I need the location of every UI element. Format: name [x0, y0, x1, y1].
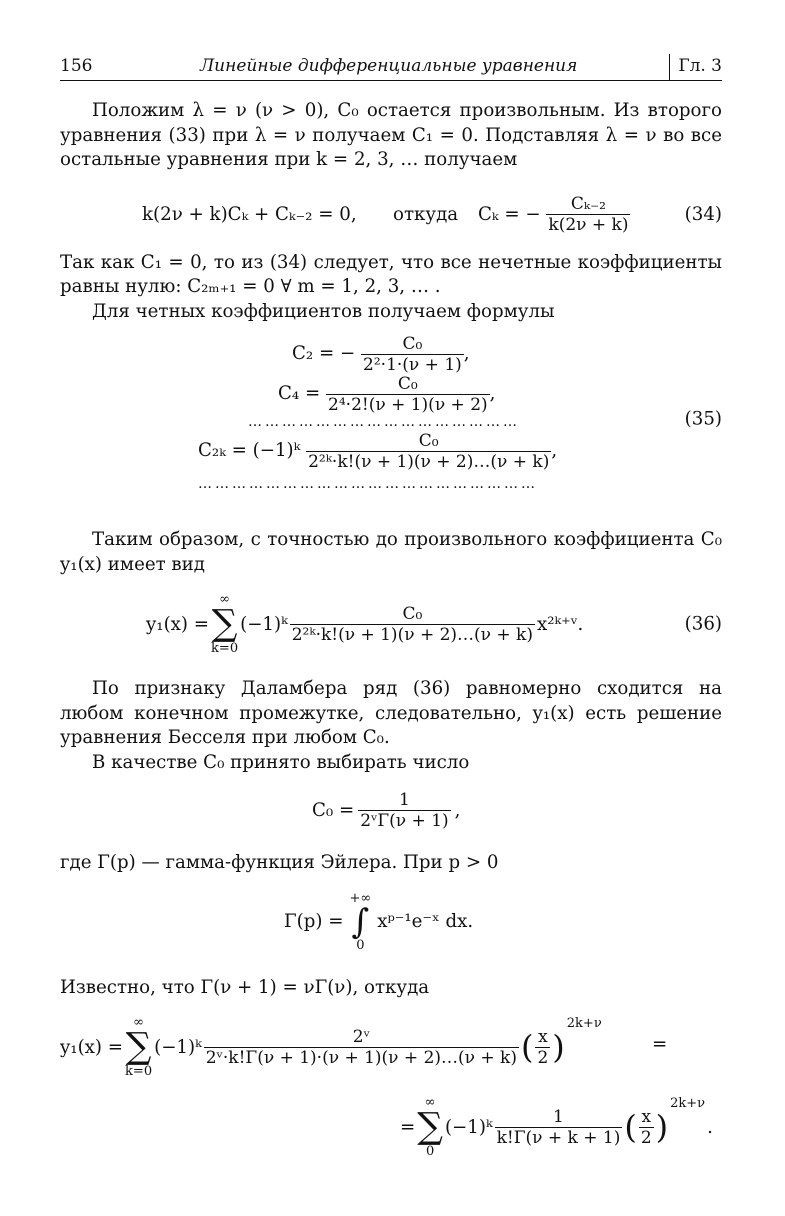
- paragraph-4: Таким образом, с точностью до произвольного коэффициента C₀ y₁(x) имеет вид: [60, 529, 722, 575]
- eq35-c4-lhs: C₄ =: [278, 383, 321, 404]
- eq35-c4-den: 2⁴·2!(ν + 1)(ν + 2): [328, 394, 488, 415]
- eq35-c2-fraction: [361, 334, 464, 375]
- eqc0-lhs: C₀ =: [312, 799, 355, 821]
- eq35-c4: C₄ = $\frac{\text{C₀}}{\text{2⁴·2!(ν + 1)(ν + 2)}}$ ,: [278, 373, 496, 415]
- header-divider: [669, 54, 670, 80]
- eq36-tail: x²ᵏ⁺ᵛ.: [537, 613, 584, 635]
- eq36-sum-bottom: k=0: [211, 641, 239, 656]
- eq35-c2k-den: 2²ᵏ·k!(ν + 1)(ν + 2)…(ν + k): [308, 451, 550, 472]
- eqf1-xd: 2: [537, 1047, 549, 1068]
- eqf1-xn: x: [538, 1026, 548, 1047]
- eq34-right-lhs: Cₖ = −: [478, 203, 541, 225]
- eq34-tag: (34): [684, 203, 722, 225]
- paragraph-1: Положим λ = ν (ν > 0), C₀ остается произвольным. Из второго уравнения (33) при λ = ν получаем C₁ = 0. Подставляя λ = ν во все остальные уравнения при k = 2, 3, … получаем: [60, 100, 722, 170]
- eqf2-fraction: [495, 1107, 623, 1148]
- eq35-dots-1: …………………………………………: [248, 414, 520, 430]
- eq35-c2-lhs: C₂ = −: [292, 343, 356, 364]
- eqf1-x-over-2: [535, 1027, 550, 1068]
- eq35-c4-fraction: [326, 374, 490, 415]
- equation-final-1: y₁(x) = ∞ ∑ k=0 (−1)ᵏ $\frac{\text{2ᵛ}}{\text{2ᵛ·k!Γ(ν + 1)·(ν + 1)(ν + 2)…(ν + k)}}$ ( $\frac{x}{2}$ ) 2k+ν =: [60, 1015, 668, 1079]
- eqg-body: xᵖ⁻¹e⁻ˣ dx.: [377, 911, 474, 932]
- eq35-c2k-num: C₀: [418, 430, 439, 451]
- eqf1-equals: =: [652, 1034, 668, 1055]
- eq36-tag: (36): [684, 613, 722, 635]
- eqf1-sum-top: ∞: [133, 1015, 144, 1030]
- eqf2-sum-bottom: 0: [425, 1144, 435, 1159]
- eqf2-lhs: =: [400, 1116, 416, 1138]
- eqf1-sum: ∞ ∑ k=0: [125, 1015, 153, 1079]
- eqf1-lhs: y₁(x) =: [60, 1036, 124, 1058]
- eq36-factor: (−1)ᵏ: [240, 613, 288, 635]
- eqg-integral: +∞ ∫ 0: [349, 890, 372, 953]
- eqf2-num: 1: [553, 1106, 564, 1127]
- equation-c0: [60, 783, 722, 837]
- eq35-c4-num: C₀: [397, 373, 418, 394]
- paragraph-6: В качестве C₀ принято выбирать число: [92, 751, 470, 773]
- eq36-sum-top: ∞: [219, 592, 230, 607]
- eqg-bottom: 0: [356, 937, 365, 953]
- eqc0-den: 2ᵛΓ(ν + 1): [360, 810, 449, 831]
- eq35-c2k-lhs: C₂ₖ = (−1)ᵏ: [198, 440, 301, 461]
- eq36-sum: ∞ ∑ k=0: [211, 592, 239, 656]
- running-title: Линейные дифференциальные уравнения: [200, 56, 578, 76]
- eqf1-num: 2ᵛ: [352, 1026, 370, 1047]
- eq36-den: 2²ᵏ·k!(ν + 1)(ν + 2)…(ν + k): [291, 624, 533, 645]
- eqg-top: +∞: [349, 890, 372, 906]
- eqf2-xd: 2: [640, 1127, 652, 1148]
- eqf2-end: .: [707, 1116, 713, 1138]
- eq35-c2k-fraction: [306, 431, 551, 472]
- eq34-numerator: Cₖ₋₂: [570, 194, 606, 214]
- eqf1-sum-bottom: k=0: [125, 1064, 153, 1079]
- equation-final-2: = ∞ ∑ 0 (−1)ᵏ $\frac{1}{k!\Gamma(\nu + k + 1)}$ ( $\frac{x}{2}$ ) 2k+ν .: [400, 1095, 713, 1159]
- eqc0-tail: ,: [454, 799, 461, 821]
- eqf1-fraction: [204, 1027, 519, 1068]
- eq35-tag: (35): [684, 408, 722, 430]
- eqc0-num: 1: [399, 789, 410, 810]
- equation-gamma: [60, 884, 722, 960]
- page: [60, 50, 722, 1164]
- paragraph-3: Для четных коэффициентов получаем формулы: [92, 300, 555, 322]
- eqg-lhs: Γ(p) =: [284, 911, 344, 932]
- eq34-left: k(2ν + k)Cₖ + Cₖ₋₂ = 0,: [142, 203, 357, 225]
- equation-36: [60, 587, 722, 661]
- eqf2-power: 2k+ν: [670, 1096, 706, 1111]
- eq36-fraction: [290, 604, 535, 645]
- eq36-lhs: y₁(x) =: [146, 613, 210, 635]
- eq34-denominator: k(2ν + k): [548, 215, 629, 235]
- equation-34: [60, 187, 722, 243]
- eqf1-den: 2ᵛ·k!Γ(ν + 1)·(ν + 1)(ν + 2)…(ν + k): [205, 1047, 517, 1068]
- eqf2-x-over-2: [639, 1107, 654, 1148]
- eqf2-xn: x: [641, 1106, 652, 1127]
- page-number: 156: [60, 56, 93, 76]
- chapter-label: Гл. 3: [678, 56, 722, 76]
- eq36-num: C₀: [402, 603, 423, 624]
- eqf2-sum: ∞ ∑ 0: [417, 1095, 443, 1159]
- paragraph-5: По признаку Даламбера ряд (36) равномерно сходится на любом конечном промежутке, следовательно, y₁(x) есть решение уравнения Бесселя при любом C₀.: [60, 678, 722, 748]
- equation-35: [60, 330, 722, 508]
- paragraph-8: Известно, что Γ(ν + 1) = νΓ(ν), откуда: [60, 976, 430, 998]
- eq35-c2-den: 2²·1·(ν + 1): [363, 354, 462, 375]
- eqf1-power: 2k+ν: [566, 1016, 602, 1031]
- eq34-fraction: [546, 194, 630, 235]
- paragraph-7: где Γ(p) — гамма-функция Эйлера. При p > 0: [60, 852, 499, 873]
- eqf2-den: k!Γ(ν + k + 1): [496, 1127, 621, 1148]
- running-header: [60, 50, 722, 81]
- eqf2-factor: (−1)ᵏ: [444, 1116, 493, 1138]
- paragraph-2: Так как C₁ = 0, то из (34) следует, что все нечетные коэффициенты равны нулю: C₂ₘ₊₁ = 0 ∀ m = 1, 2, 3, … .: [60, 251, 722, 297]
- eq35-c2-num: C₀: [402, 333, 423, 354]
- eq35-c2: C₂ = − $\frac{\text{C₀}}{\text{2²·1·(ν + 1)}}$ ,: [292, 333, 470, 375]
- eqc0-fraction: [358, 790, 450, 831]
- eq35-dots-2: ……………………………………………………: [198, 476, 538, 492]
- eqf1-factor: (−1)ᵏ: [154, 1036, 202, 1058]
- eqf2-sum-top: ∞: [424, 1095, 436, 1110]
- eq34-word: откуда: [393, 203, 459, 225]
- eq35-c2k: C₂ₖ = (−1)ᵏ $\frac{\text{C₀}}{\text{2²ᵏ·k!(ν + 1)(ν + 2)…(ν + k)}}$ ,: [198, 430, 558, 472]
